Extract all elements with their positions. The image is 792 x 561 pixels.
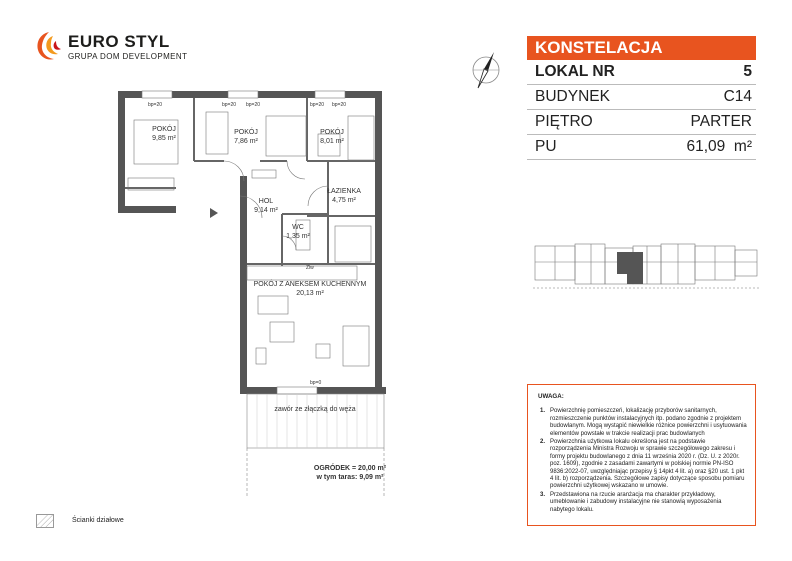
notes-box (527, 384, 756, 526)
room-area: 20,13 m² (296, 290, 324, 297)
euro-styl-logo-icon (34, 30, 64, 62)
info-value: C14 (723, 88, 752, 105)
info-value: PARTER (690, 113, 752, 130)
floor-plan (110, 86, 406, 510)
room-name: POKÓJ (234, 129, 258, 136)
legend (36, 514, 176, 530)
window-tag: bp=20 (222, 102, 237, 108)
building-key-plan (533, 240, 761, 296)
entrance-arrow-icon (210, 208, 218, 218)
garden-valve-label: zawór ze złączką do węża (274, 406, 356, 413)
info-row-budynek (527, 85, 756, 110)
room-area: 1,35 m² (286, 233, 310, 240)
brand-subtitle: GRUPA DOM DEVELOPMENT (68, 52, 188, 61)
room-area: 8,01 m² (320, 138, 344, 145)
info-label: PIĘTRO (535, 113, 593, 130)
notes-title: UWAGA: (538, 393, 564, 400)
room-area: 4,75 m² (332, 197, 356, 204)
room-name: POKÓJ (320, 129, 344, 136)
window-tag: bp=20 (148, 102, 163, 108)
highlighted-unit (617, 252, 643, 284)
window-tag: bp=20 (310, 102, 325, 108)
note-number: 3. (540, 491, 546, 498)
info-row-pietro (527, 110, 756, 135)
note-item (538, 408, 747, 438)
room-area: 9,85 m² (152, 135, 176, 142)
window-tag: bp=20 (246, 102, 261, 108)
info-label: LOKAL NR (535, 63, 615, 80)
apartment-info (527, 36, 756, 160)
room-name: POKÓJ Z ANEKSEM KUCHENNYM (253, 281, 367, 288)
note-text: Przedstawiona na rzucie aranżacja ma charakter przykładowy, umeblowanie i zabudowy instalacyjne nie stanowią wyposażenia nabytego lokalu. (550, 491, 722, 513)
room-name: ŁAZIENKA (327, 188, 361, 195)
info-value: 5 (743, 63, 752, 80)
brand-logo (34, 30, 204, 64)
room-area: 7,86 m² (234, 138, 258, 145)
room-name: HOL (258, 198, 274, 205)
pu-number: 61,09 (686, 138, 726, 155)
info-row-pu (527, 135, 756, 160)
room-name: WC (292, 224, 304, 231)
garden-area-label: OGRÓDEK = 20,00 m² (313, 465, 387, 472)
note-number: 1. (540, 408, 546, 415)
partition-wall-swatch-icon (36, 514, 54, 528)
room-area: 9,14 m² (254, 207, 278, 214)
room-name: POKÓJ (152, 126, 176, 133)
pu-unit: m² (733, 138, 752, 155)
note-number: 2. (540, 439, 546, 446)
north-arrow-icon (464, 48, 508, 92)
info-value (687, 135, 753, 159)
note-text: Powierzchnię pomieszczeń, lokalizację przyborów sanitarnych, rozmieszczenie punktów instalacyjnych itp. podano zgodnie z projektem budowlanym. Mogą wystąpić niewielkie różnice powierzchni i usytuowania elementów powstałe w trakcie realizacji prac budowlanych (550, 408, 747, 437)
stove-label: Zlw (306, 265, 314, 271)
note-item (538, 492, 747, 514)
note-item (538, 439, 747, 491)
window-tag: bp=0 (310, 380, 322, 386)
window-tag: bp=20 (332, 102, 347, 108)
brand-name: EURO STYL (68, 32, 170, 51)
note-text: Powierzchnia użytkowa lokalu określona jest na podstawie rozporządzenia Ministra Rozwoju w sprawie szczegółowego zakresu i formy projektu budowlanego z dnia 11 września 2020 r. (Dz. U. z 2020r. poz. 1609), zgodnie z zasadami zawartymi w polskiej normie PN-ISO 9836:2022-07, uwzględniając przepisy § 14pkt 4 lit. a) oraz §20 ust. 1 pkt 4 lit. b) rozporządzenia. Szczegółowe zapisy dotyczące sposobu pomiaru powierzchni użytkowej wskazano w umowie. (550, 439, 745, 490)
project-name: KONSTELACJA (527, 36, 756, 60)
legend-label: Ścianki działowe (72, 517, 124, 524)
info-label: BUDYNEK (535, 88, 610, 105)
info-label: PU (535, 138, 557, 155)
info-row-lokal (527, 60, 756, 85)
terrace-area-label: w tym taras: 9,09 m² (316, 474, 384, 481)
